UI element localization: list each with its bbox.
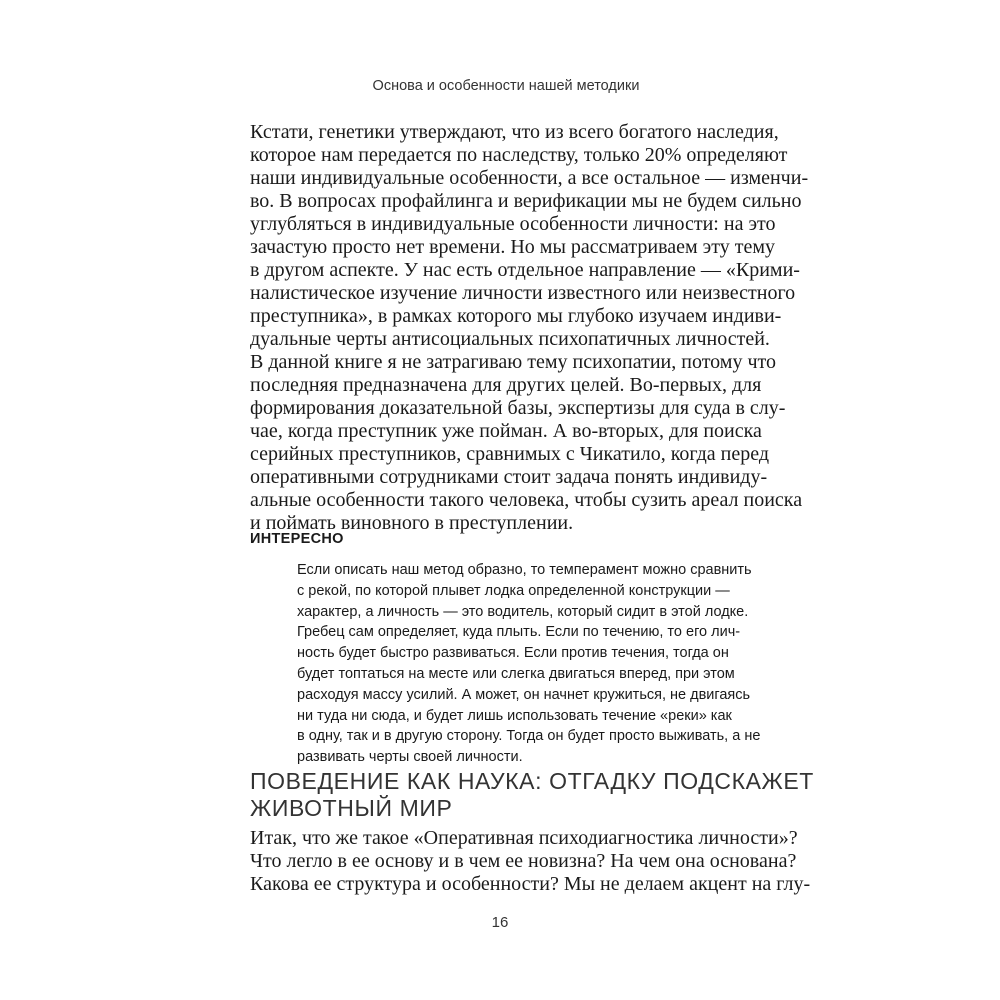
page-number: 16 [491, 914, 509, 931]
text-line: формирования доказательной базы, экспертизы для суда в слу- [250, 397, 786, 419]
text-line: Какова ее структура и особенности? Мы не делаем акцент на глу- [250, 873, 811, 895]
box-text-line: ность будет быстро развиваться. Если против течения, тогда он [297, 645, 729, 662]
heading-line: ЖИВОТНЫЙ МИР [250, 795, 453, 821]
box-text-line: расходуя массу усилий. А может, он начнет кружиться, не двигаясь [297, 686, 751, 703]
text-line: углубляться в индивидуальные особенности личности: на это [250, 213, 776, 235]
text-line: Кстати, генетики утверждают, что из всего богатого наследия, [250, 121, 779, 143]
box-text-line: ни туда ни сюда, и будет лишь использовать течение «реки» как [297, 707, 732, 724]
text-line: которое нам передается по наследству, только 20% определяют [250, 144, 788, 166]
text-line: дуальные черты антисоциальных психопатичных личностей. [250, 328, 770, 350]
interesting-box-label: ИНТЕРЕСНО [250, 531, 344, 547]
text-line: наши индивидуальные особенности, а все остальное — изменчи- [250, 167, 809, 189]
box-text-line: Гребец сам определяет, куда плыть. Если по течению, то его лич- [297, 624, 741, 641]
text-line: оперативными сотрудниками стоит задача понять индивиду- [250, 466, 768, 488]
box-text-line: характер, а личность — это водитель, который сидит в этой лодке. [297, 603, 749, 620]
text-line: В данной книге я не затрагиваю тему психопатии, потому что [250, 351, 776, 373]
text-line: преступника», в рамках которого мы глубоко изучаем индиви- [250, 305, 782, 327]
running-header: Основа и особенности нашей методики [372, 78, 640, 94]
box-text-line: развивать черты своей личности. [297, 749, 523, 766]
interesting-box-text [297, 560, 777, 768]
text-line: последняя предназначена для других целей. Во-первых, для [250, 374, 762, 396]
text-line: налистическое изучение личности известного или неизвестного [250, 282, 796, 304]
text-line: альные особенности такого человека, чтобы сузить ареал поиска [250, 489, 803, 511]
text-line: и поймать виновного в преступлении. [250, 512, 574, 534]
text-line: Что легло в ее основу и в чем ее новизна? На чем она основана? [250, 850, 797, 872]
text-line: серийных преступников, сравнимых с Чикатило, когда перед [250, 443, 770, 465]
text-line: в другом аспекте. У нас есть отдельное направление — «Крими- [250, 259, 800, 281]
box-text-line: Если описать наш метод образно, то темперамент можно сравнить [297, 562, 752, 578]
box-text-line: будет топтаться на месте или слегка двигаться вперед, при этом [297, 665, 735, 682]
box-text-line: с рекой, по которой плывет лодка определенной конструкции — [297, 582, 730, 599]
body-paragraph [250, 827, 811, 896]
text-line: зачастую просто нет времени. Но мы рассматриваем эту тему [250, 236, 775, 258]
text-line: во. В вопросах профайлинга и верификации мы не будем сильно [250, 190, 802, 212]
heading-line: ПОВЕДЕНИЕ КАК НАУКА: ОТГАДКУ ПОДСКАЖЕТ [250, 768, 814, 794]
box-text-line: в одну, так и в другую сторону. Тогда он будет просто выживать, а не [297, 728, 761, 745]
text-line: чае, когда преступник уже пойман. А во-вторых, для поиска [250, 420, 762, 442]
section-heading [250, 768, 814, 822]
text-line: Итак, что же такое «Оперативная психодиагностика личности»? [250, 827, 798, 849]
body-paragraph [250, 121, 809, 535]
